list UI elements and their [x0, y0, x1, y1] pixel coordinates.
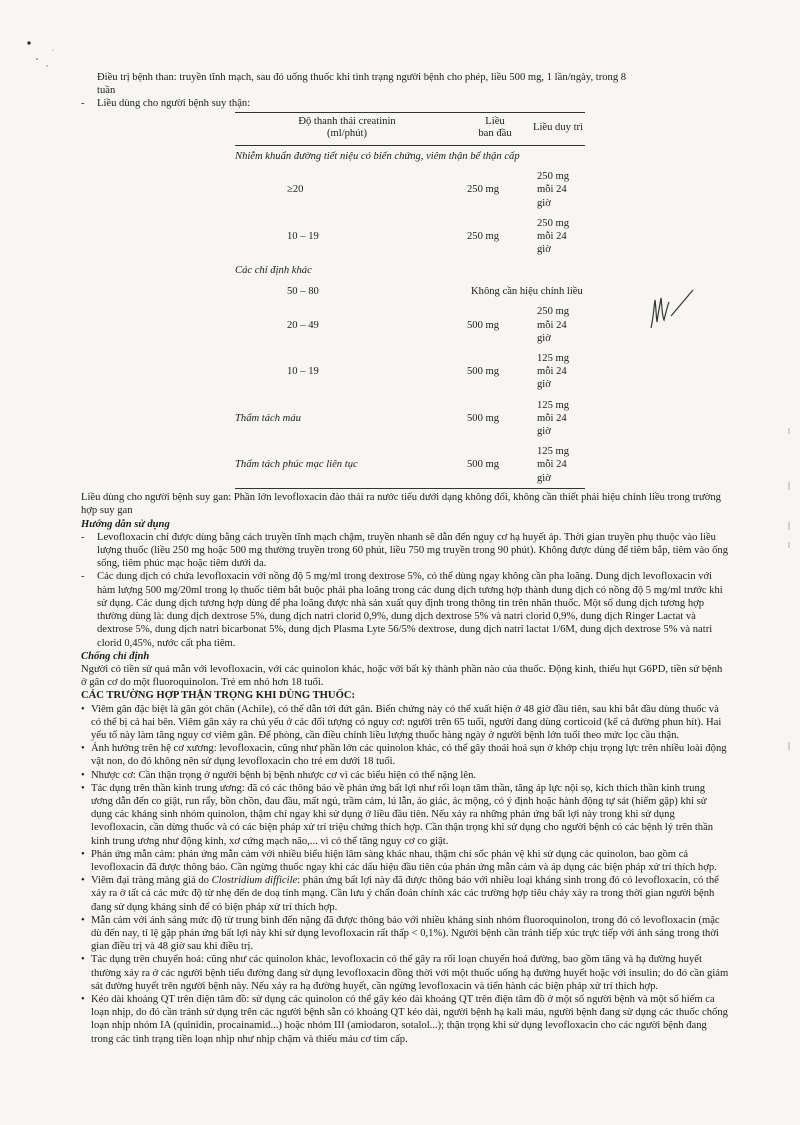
- usage-item-text: Các dung dịch có chứa levofloxacin với nồng độ 5 mg/ml trong dextrose 5%, có thể dùng ngay không cần pha loãng. Dung dịch levofloxacin với hàm lượng 500 mg/20ml trong lọ thuốc tiêm bắt buộc phải pha loãng trong các dung dịch tương hợp thành dung dịch có nồng độ 5 mg/ml trước khi sử dụng. Các dung dịch tương hợp dùng để pha loãng được nhà sản xuất quy định trong thông tin trên nhãn thuốc. Một số dung dịch tương hợp thường dùng là: dung dịch dextrose 5%, dung dịch natri clorid 0,9%, dung dịch dextrose 5% và natri clorid 0,9%, dung dịch Ringer Lactat và dextrose 5%, dung dịch natri bicarbonat 5%, dung dịch Plasma Lyte 56/5% dextrose, dung dịch natri lactat 1/6M, dung dịch dextrose 5% và natri clorid 0,45%, nước cất pha tiêm.: [97, 571, 723, 649]
- table-row: [235, 395, 585, 442]
- renal-intro-text: Liều dùng cho người bệnh suy thận:: [97, 98, 251, 110]
- margin-marks: [783, 420, 795, 760]
- bullet-marker: •: [81, 703, 85, 715]
- warnings-list: [81, 703, 729, 1046]
- bullet-marker: •: [81, 914, 85, 926]
- warning-item: [81, 769, 729, 782]
- table-row: [235, 442, 585, 489]
- document-body: [81, 71, 729, 1046]
- anthrax-dosage-line: [89, 71, 729, 97]
- bullet-marker: •: [81, 769, 85, 781]
- bullet-marker: •: [81, 743, 85, 755]
- cell-dialysis-label: Thẩm tách máu: [235, 412, 301, 424]
- cell-dialysis-label: Thẩm tách phúc mạc liên tục: [235, 459, 358, 471]
- renal-intro: [81, 97, 729, 110]
- cell-maintenance: 125 mg mỗi 24 giờ: [537, 446, 570, 484]
- warning-item: [81, 703, 729, 743]
- table-row: [235, 167, 585, 214]
- header-maintenance: Liều duy trì: [533, 121, 584, 133]
- warning-text: Nhược cơ: Cần thận trọng ở người bệnh bị bệnh nhược cơ vì các biểu hiện có thể nặng lên.: [91, 769, 477, 781]
- cell-maintenance: 250 mg mỗi 24 giờ: [537, 217, 570, 256]
- table-section-row: [235, 260, 585, 281]
- scan-marks: [20, 18, 60, 78]
- bullet-marker: •: [81, 782, 85, 794]
- cell-crcl: 10 – 19: [287, 230, 319, 242]
- warning-text: Tác dụng trên thần kinh trung ương: đã có các thông báo về phản ứng bất lợi như rối loạn tâm thần, tăng áp lực nội sọ, kích thích thần kinh trung ương dẫn đến co giật, run rẩy, bồn chồn, đau đầu, mất ngủ, trầm cảm, lú lẫn, ảo giác, ác mộng, có ý định hoặc hành động tự sát (hiếm gặp) khi sử dụng các kháng sinh nhóm quinolon, thậm chí ngay khi sử dụng ở liều đầu tiên. Nếu xảy ra những phản ứng bất lợi này trong khi sử dụng levofloxacin, cần dừng thuốc và có các biện pháp xử trí triệu chứng thích hợp. Cần thận trọng khi sử dụng cho người bệnh có các bệnh lý trên thần kinh trung ương như động kinh, xơ cứng mạch não,... vì có thể tăng nguy cơ co giật.: [91, 782, 714, 847]
- cell-maintenance: 250 mg mỗi 24 giờ: [537, 306, 570, 344]
- dash-marker: -: [81, 531, 85, 543]
- warning-item: [81, 993, 729, 1046]
- contra-text: Người có tiền sử quá mẫn với levofloxacin, với các quinolon khác, hoặc với bất kỳ thành phần nào của thuốc. Động kinh, thiếu hụt G6PD, tiền sử bệnh ở gân cơ do một fluoroquinolon. Trẻ em nhỏ hơn 18 tuổi.: [81, 663, 723, 689]
- warning-item: [81, 782, 729, 848]
- warning-text: Viêm đại tràng màng giả do: [91, 875, 212, 887]
- warning-item: [81, 914, 729, 954]
- hepatic-dosage: Liều dùng cho người bệnh suy gan: Phần lớn levofloxacin đào thải ra nước tiểu dưới dạng không đổi, không cần thiết phải hiệu chỉnh liều trong trường hợp suy gan: [81, 492, 721, 517]
- bullet-marker: •: [81, 848, 85, 860]
- table-row: [235, 348, 585, 395]
- anthrax-text-cont: tuần: [97, 85, 116, 97]
- warning-text: Ảnh hưởng trên hệ cơ xương: levofloxacin, cũng như phần lớn các quinolon khác, có thể gây thoái hoá sụn ở khớp chịu trọng lực trên nhiều loài động vật non, do đó không nên sử dụng levofloxacin cho trẻ em dưới 18 tuổi.: [91, 743, 727, 768]
- cell-maintenance: 125 mg mỗi 24 giờ: [537, 399, 570, 437]
- cell-initial: 500 mg: [467, 412, 500, 424]
- bullet-marker: •: [81, 875, 85, 887]
- cell-maintenance: 250 mg mỗi 24 giờ: [537, 171, 570, 209]
- renal-dose-table: [235, 112, 585, 490]
- cell-initial: 250 mg: [467, 184, 500, 196]
- warning-text: Kéo dài khoảng QT trên điện tâm đồ: sử dụng các quinolon có thể gây kéo dài khoảng QT trên điện tâm đồ ở một số người bệnh và một số hiếm ca loạn nhịp, do đó cần tránh sử dụng trên các người bệnh sẵn có khoảng QT kéo dài, người bệnh hạ kali máu, người bệnh đang sử dụng các thuốc chống loạn nhịp nhóm IA (quinidin, procainamid...) hoặc nhóm III (amiodaron, sotalol...); thận trọng khi sử dụng levofloxacin cho các người bệnh đang trong các tình trạng tiền loạn nhịp như nhịp chậm và thiếu máu cơ tim cấp.: [91, 993, 728, 1045]
- usage-item-text: Levofloxacin chỉ được dùng bằng cách truyền tĩnh mạch chậm, truyền nhanh sẽ dẫn đến nguy cơ hạ huyết áp. Thời gian truyền phụ thuộc vào liều lượng thuốc (liều 250 mg hoặc 500 mg thường truyền trong 60 phút, liều 750 mg truyền trong 90 phút). Không được dùng để tiêm bắp, tiêm vào ống sống, tiêm phúc mạc hoặc tiêm dưới da.: [97, 531, 729, 570]
- header-crcl: Độ thanh thải creatinin (ml/phút): [298, 115, 396, 140]
- warning-text-italic: Clostridium difficile: [211, 875, 298, 887]
- dash-marker: -: [81, 571, 85, 583]
- table-row: [235, 302, 585, 349]
- cell-initial: 500 mg: [467, 366, 500, 378]
- anthrax-text: Điều trị bệnh than: truyền tĩnh mạch, sau đó uống thuốc khi tình trạng người bệnh cho phép, liều 500 mg, 1 lần/ngày, trong 8: [97, 72, 627, 83]
- warning-text: Phản ứng mẫn cảm: phản ứng mẫn cảm với nhiều biểu hiện lâm sàng khác nhau, thậm chí sốc phản vệ khi sử dụng các quinolon, bao gồm cả levofloxacin đã được thông báo. Cần ngừng thuốc ngay khi các dấu hiệu đầu tiên của phản ứng mẫn cảm và áp dụng các biện pháp xử trí thích hợp.: [91, 848, 717, 873]
- warning-item: [81, 848, 729, 874]
- cell-crcl: 50 – 80: [287, 285, 319, 297]
- section-other: Các chỉ định khác: [235, 264, 312, 276]
- cell-maintenance: 125 mg mỗi 24 giờ: [537, 352, 570, 391]
- usage-item: [81, 570, 729, 649]
- header-initial: Liều ban đầu: [478, 115, 512, 140]
- cell-initial: 250 mg: [467, 230, 500, 242]
- warnings-heading: CÁC TRƯỜNG HỢP THẬN TRỌNG KHI DÙNG THUỐC:: [81, 690, 355, 702]
- usage-item: [81, 531, 729, 571]
- cell-initial: 500 mg: [467, 459, 500, 471]
- usage-heading: Hướng dẫn sử dụng: [81, 518, 170, 530]
- warning-item: [81, 742, 729, 768]
- cell-initial: 500 mg: [467, 319, 500, 331]
- cell-no-adjustment: Không cần hiệu chỉnh liều: [471, 285, 583, 297]
- table-section-row: [235, 145, 585, 167]
- bullet-marker: •: [81, 954, 85, 966]
- warning-item: [81, 874, 729, 914]
- cell-crcl: 20 – 49: [287, 319, 319, 331]
- cell-crcl: 10 – 19: [287, 366, 319, 378]
- warning-text-cont: : phản ứng bất lợi này đã được thông báo với nhiều loại kháng sinh trong đó có levofloxacin, có thể xảy ra ở tất cả các mức độ từ nhẹ đến de doạ tính mạng. Cần lưu ý chẩn đoán chính xác các trường hợp tiêu chảy xảy ra trong thời gian người bệnh đang sử dụng kháng sinh để có biện pháp xử trí thích hợp.: [91, 875, 719, 913]
- dash-marker: -: [81, 98, 85, 110]
- table-row: [235, 213, 585, 260]
- section-uti: Nhiễm khuẩn đường tiết niệu có biến chứng, viêm thận bể thận cấp: [235, 150, 520, 162]
- warning-item: [81, 953, 729, 993]
- contra-heading: Chống chỉ định: [81, 650, 150, 662]
- warning-text: Tác dụng trên chuyển hoá: cũng như các quinolon khác, levofloxacin có thể gây ra rối loạn chuyển hoá đường, bao gồm tăng và hạ đường huyết thường xảy ra ở các người bệnh tiểu đường đang sử dụng levofloxacin đồng thời với một thuốc uống hạ đường huyết hoặc với insulin; do đó cần giám sát đường huyết trên người bệnh này. Nếu xảy ra hạ đường huyết, cần ngừng levofloxacin và tiến hành các biện pháp xử trí thích hợp.: [91, 954, 729, 992]
- bullet-marker: •: [81, 993, 85, 1005]
- table-header-row: [235, 112, 585, 145]
- warning-text: Mẫn cảm với ánh sáng mức độ từ trung bình đến nặng đã được thông báo với nhiều kháng sinh nhóm fluoroquinolon, trong đó có levofloxacin (mặc dù đến nay, tỉ lệ gặp phản ứng bất lợi này khi sử dụng levofloxacin rất thấp < 0,1%). Người bệnh cần tránh tiếp xúc trực tiếp với ánh sáng trong thời gian điều trị và 48 giờ sau khi điều trị.: [91, 914, 720, 953]
- cell-crcl: ≥20: [287, 184, 304, 196]
- warning-text: Viêm gân đặc biệt là gân gót chân (Achile), có thể dẫn tới đứt gân. Biến chứng này có thể xuất hiện ở 48 giờ đầu tiên, sau khi bắt đầu dùng thuốc và có thể bị cả hai bên. Viêm gân xảy ra chủ yếu ở các đối tượng có nguy cơ: người trên 65 tuổi, người đang dùng corticoid (kể cả đường phun hít). Hai yếu tố này làm tăng nguy cơ viêm gân. Để phòng, cần điều chỉnh liều lượng thuốc hàng ngày ở người bệnh lớn tuổi theo mức lọc cầu thận.: [91, 703, 722, 741]
- table-row: [235, 281, 585, 302]
